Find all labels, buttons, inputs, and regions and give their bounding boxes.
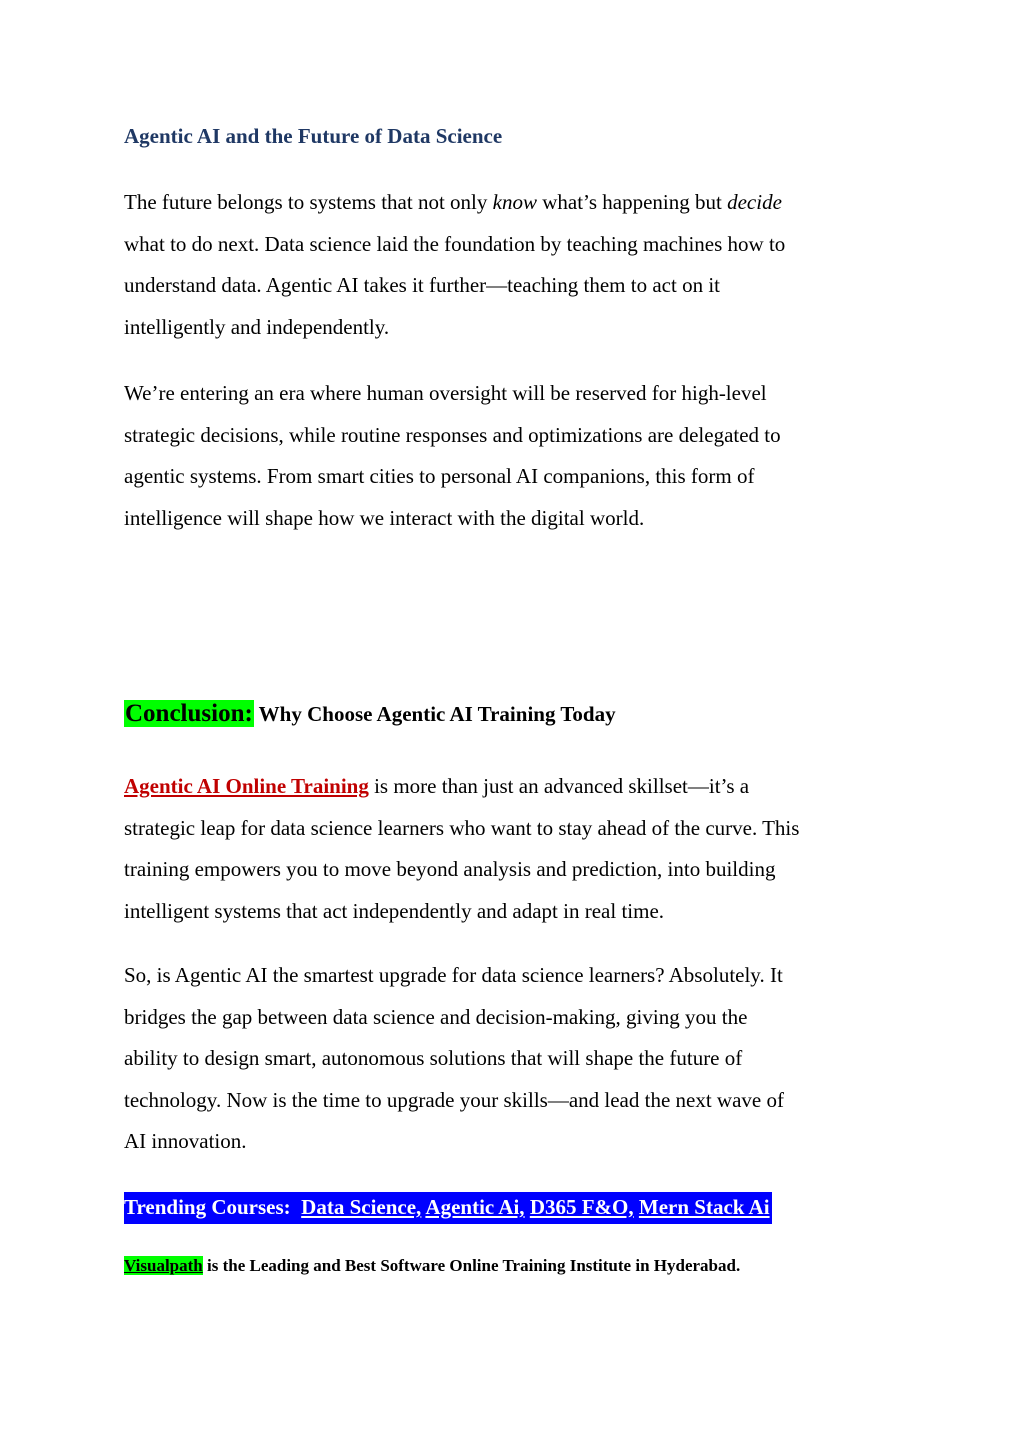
paragraph-line: agentic systems. From smart cities to personal AI companions, this form of xyxy=(124,464,755,488)
paragraph-era xyxy=(124,373,914,539)
paragraph-line: AI innovation. xyxy=(124,1129,247,1153)
visualpath-link[interactable]: Visualpath xyxy=(124,1256,203,1275)
emphasis-know: know xyxy=(492,190,537,214)
emphasis-decide: decide xyxy=(727,190,782,214)
text-span: The future belongs to systems that not only xyxy=(124,190,493,214)
paragraph-future xyxy=(124,182,914,348)
conclusion-tag: Conclusion: xyxy=(125,700,253,727)
paragraph-line: training empowers you to move beyond analysis and prediction, into building xyxy=(124,857,776,881)
paragraph-line: So, is Agentic AI the smartest upgrade for data science learners? Absolutely. It xyxy=(124,963,783,987)
institute-tagline xyxy=(124,1256,740,1276)
tagline-text: is the Leading and Best Software Online Training Institute in Hyderabad. xyxy=(202,1256,741,1275)
text-span: what’s happening but xyxy=(536,190,728,214)
paragraph-line: technology. Now is the time to upgrade your skills—and lead the next wave of xyxy=(124,1087,784,1112)
conclusion-heading xyxy=(124,700,616,728)
paragraph-upgrade xyxy=(124,955,914,1163)
paragraph-line: what to do next. Data science laid the foundation by teaching machines how to xyxy=(124,231,786,256)
trending-courses-bar xyxy=(124,1192,772,1224)
course-link-d365[interactable]: D365 F&O, xyxy=(529,1195,634,1219)
paragraph-line xyxy=(124,766,914,808)
training-link[interactable]: Agentic AI Online Training xyxy=(124,774,369,798)
paragraph-line: understand data. Agentic AI takes it further—teaching them to act on it xyxy=(124,273,720,297)
paragraph-line: strategic leap for data science learners who want to stay ahead of the curve. This xyxy=(124,815,800,840)
paragraph-line: We’re entering an era where human oversight will be reserved for high-level xyxy=(124,381,767,405)
paragraph-line: ability to design smart, autonomous solutions that will shape the future of xyxy=(124,1046,743,1070)
paragraph-training xyxy=(124,766,914,932)
section-heading: Agentic AI and the Future of Data Science xyxy=(124,124,503,148)
course-link-mern-stack-ai[interactable]: Mern Stack Ai xyxy=(638,1195,770,1219)
trending-label: Trending Courses: xyxy=(124,1195,291,1219)
paragraph-line: intelligence will shape how we interact with the digital world. xyxy=(124,505,645,530)
paragraph-line: bridges the gap between data science and decision-making, giving you the xyxy=(124,1004,748,1029)
conclusion-subtitle: Why Choose Agentic AI Training Today xyxy=(253,702,616,726)
course-link-agentic-ai[interactable]: Agentic Ai, xyxy=(425,1195,525,1219)
paragraph-line: intelligently and independently. xyxy=(124,314,390,339)
paragraph-line xyxy=(124,182,914,224)
course-link-data-science[interactable]: Data Science, xyxy=(301,1195,422,1219)
paragraph-line: intelligent systems that act independently and adapt in real time. xyxy=(124,898,665,923)
paragraph-line: strategic decisions, while routine responses and optimizations are delegated to xyxy=(124,422,781,447)
text-span: is more than just an advanced skillset—it’s a xyxy=(368,774,750,798)
